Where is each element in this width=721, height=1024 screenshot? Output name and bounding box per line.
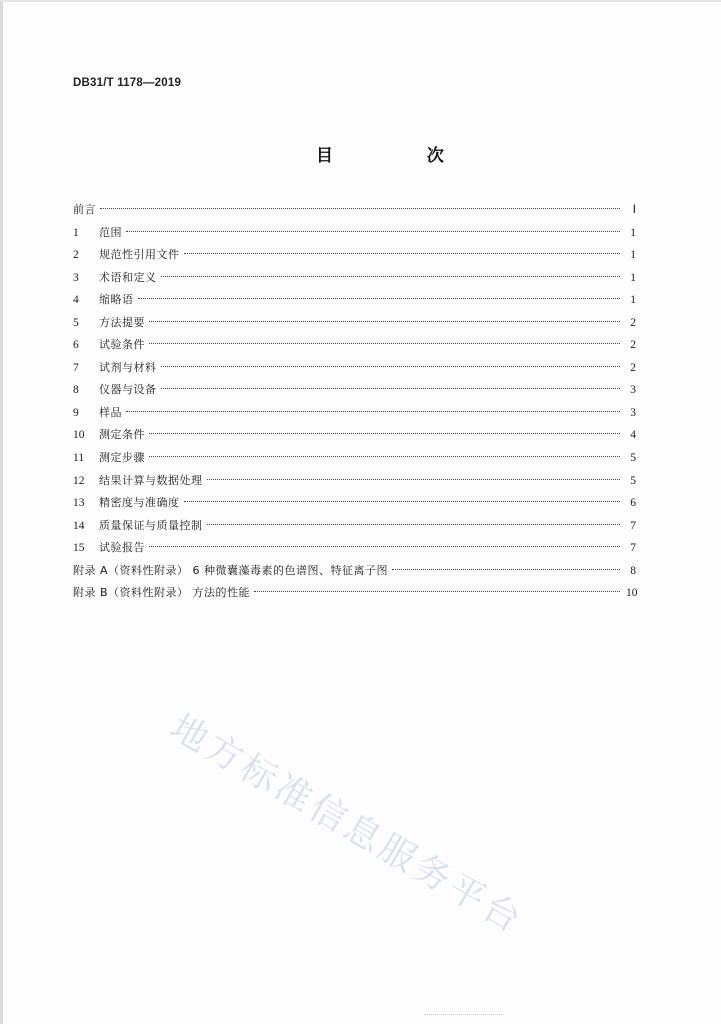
- toc-entry-page: 1: [630, 294, 636, 307]
- toc-entry-label: 测定步骤: [99, 451, 145, 465]
- toc-entry-number: 11: [73, 452, 85, 465]
- toc-entry-label: 仪器与设备: [99, 383, 157, 397]
- page-top-edge: [0, 0, 721, 2]
- toc-dot-leader: [126, 231, 620, 232]
- toc-dot-leader: [149, 343, 620, 344]
- toc-entry-page: 2: [630, 361, 636, 374]
- toc-entry-label: 规范性引用文件: [99, 248, 180, 262]
- toc-entry-page: 7: [630, 519, 636, 532]
- toc-entry-number: 9: [73, 406, 79, 419]
- toc-entry-number: 7: [73, 361, 79, 374]
- toc-entry-9[interactable]: [73, 402, 636, 425]
- toc-dot-leader: [149, 321, 620, 322]
- toc-entry-number: 4: [73, 294, 79, 307]
- toc-dot-leader: [207, 524, 621, 525]
- toc-entry-page: 4: [630, 429, 636, 442]
- toc-entry-number: 12: [73, 474, 85, 487]
- toc-dot-leader: [254, 591, 620, 592]
- toc-entry-7[interactable]: [73, 357, 636, 380]
- toc-entry-page: 8: [630, 564, 636, 577]
- toc-entry-label: 方法提要: [99, 315, 145, 329]
- toc-dot-leader: [126, 411, 620, 412]
- footer-scan-artifact: [424, 1014, 504, 1021]
- toc-dot-leader: [100, 208, 620, 209]
- toc-entry-label: 缩略语: [99, 293, 134, 307]
- toc-entry-label: 试剂与材料: [99, 360, 157, 374]
- standard-code: DB31/T 1178—2019: [73, 77, 182, 89]
- toc-entry-label: 样品: [99, 405, 122, 419]
- toc-entry-page: 10: [626, 587, 638, 600]
- toc-entry-2[interactable]: [73, 244, 636, 267]
- toc-entry-number: 6: [73, 339, 79, 352]
- toc-entry-15[interactable]: [73, 537, 636, 560]
- toc-entry-page: 3: [630, 406, 636, 419]
- toc-entry-label: 前言: [73, 203, 96, 216]
- watermark: 地方标准信息服务平台: [163, 706, 531, 943]
- toc-entry-label: 试验报告: [99, 541, 145, 555]
- toc-entry-page: 6: [630, 497, 636, 510]
- toc-dot-leader: [149, 456, 620, 457]
- toc-entry-page: 5: [630, 452, 636, 465]
- toc-entry-page: 1: [630, 226, 636, 239]
- toc-entry-number: 14: [73, 519, 85, 532]
- toc-entry-label: 附录 B（资料性附录） 方法的性能: [73, 586, 251, 600]
- toc-entry-annex-b[interactable]: [73, 582, 636, 605]
- table-of-contents: [73, 199, 636, 605]
- toc-dot-leader: [207, 479, 621, 480]
- toc-entry-foreword[interactable]: [73, 199, 636, 222]
- toc-entry-label: 试验条件: [99, 338, 145, 352]
- toc-entry-number: 15: [73, 542, 85, 555]
- toc-dot-leader: [161, 276, 621, 277]
- toc-entry-page: 1: [630, 249, 636, 262]
- toc-entry-page: 1: [630, 271, 636, 284]
- toc-entry-12[interactable]: [73, 470, 636, 493]
- toc-entry-14[interactable]: [73, 515, 636, 538]
- toc-dot-leader: [392, 569, 620, 570]
- toc-entry-page: 7: [630, 542, 636, 555]
- toc-entry-10[interactable]: [73, 424, 636, 447]
- toc-entry-label: 附录 A（资料性附录） 6 种微囊藻毒素的色谱图、特征离子图: [73, 563, 389, 577]
- toc-dot-leader: [184, 253, 621, 254]
- toc-dot-leader: [184, 501, 621, 502]
- toc-entry-11[interactable]: [73, 447, 636, 470]
- toc-entry-page: 2: [630, 339, 636, 352]
- toc-dot-leader: [161, 388, 621, 389]
- toc-entry-number: 10: [73, 429, 85, 442]
- toc-dot-leader: [149, 546, 620, 547]
- toc-entry-label: 质量保证与质量控制: [99, 518, 203, 532]
- toc-entry-number: 1: [73, 226, 79, 239]
- page-title: 目 次: [316, 146, 488, 166]
- toc-entry-8[interactable]: [73, 379, 636, 402]
- toc-dot-leader: [161, 366, 621, 367]
- toc-entry-13[interactable]: [73, 492, 636, 515]
- toc-entry-annex-a[interactable]: [73, 560, 636, 583]
- toc-dot-leader: [149, 433, 620, 434]
- toc-entry-label: 精密度与准确度: [99, 496, 180, 510]
- toc-entry-page: 2: [630, 316, 636, 329]
- toc-entry-label: 测定条件: [99, 428, 145, 442]
- toc-entry-6[interactable]: [73, 334, 636, 357]
- toc-entry-1[interactable]: [73, 222, 636, 245]
- toc-entry-page: Ⅰ: [632, 204, 636, 216]
- toc-dot-leader: [138, 298, 621, 299]
- toc-entry-page: 5: [630, 474, 636, 487]
- toc-entry-number: 13: [73, 497, 85, 510]
- toc-entry-4[interactable]: [73, 289, 636, 312]
- toc-entry-label: 术语和定义: [99, 270, 157, 284]
- toc-entry-label: 范围: [99, 225, 122, 239]
- toc-entry-3[interactable]: [73, 267, 636, 290]
- page-left-edge: [0, 0, 3, 1024]
- toc-entry-label: 结果计算与数据处理: [99, 473, 203, 487]
- toc-entry-number: 3: [73, 271, 79, 284]
- toc-entry-number: 8: [73, 384, 79, 397]
- toc-entry-number: 5: [73, 316, 79, 329]
- toc-entry-5[interactable]: [73, 312, 636, 335]
- toc-entry-page: 3: [630, 384, 636, 397]
- toc-entry-number: 2: [73, 249, 79, 262]
